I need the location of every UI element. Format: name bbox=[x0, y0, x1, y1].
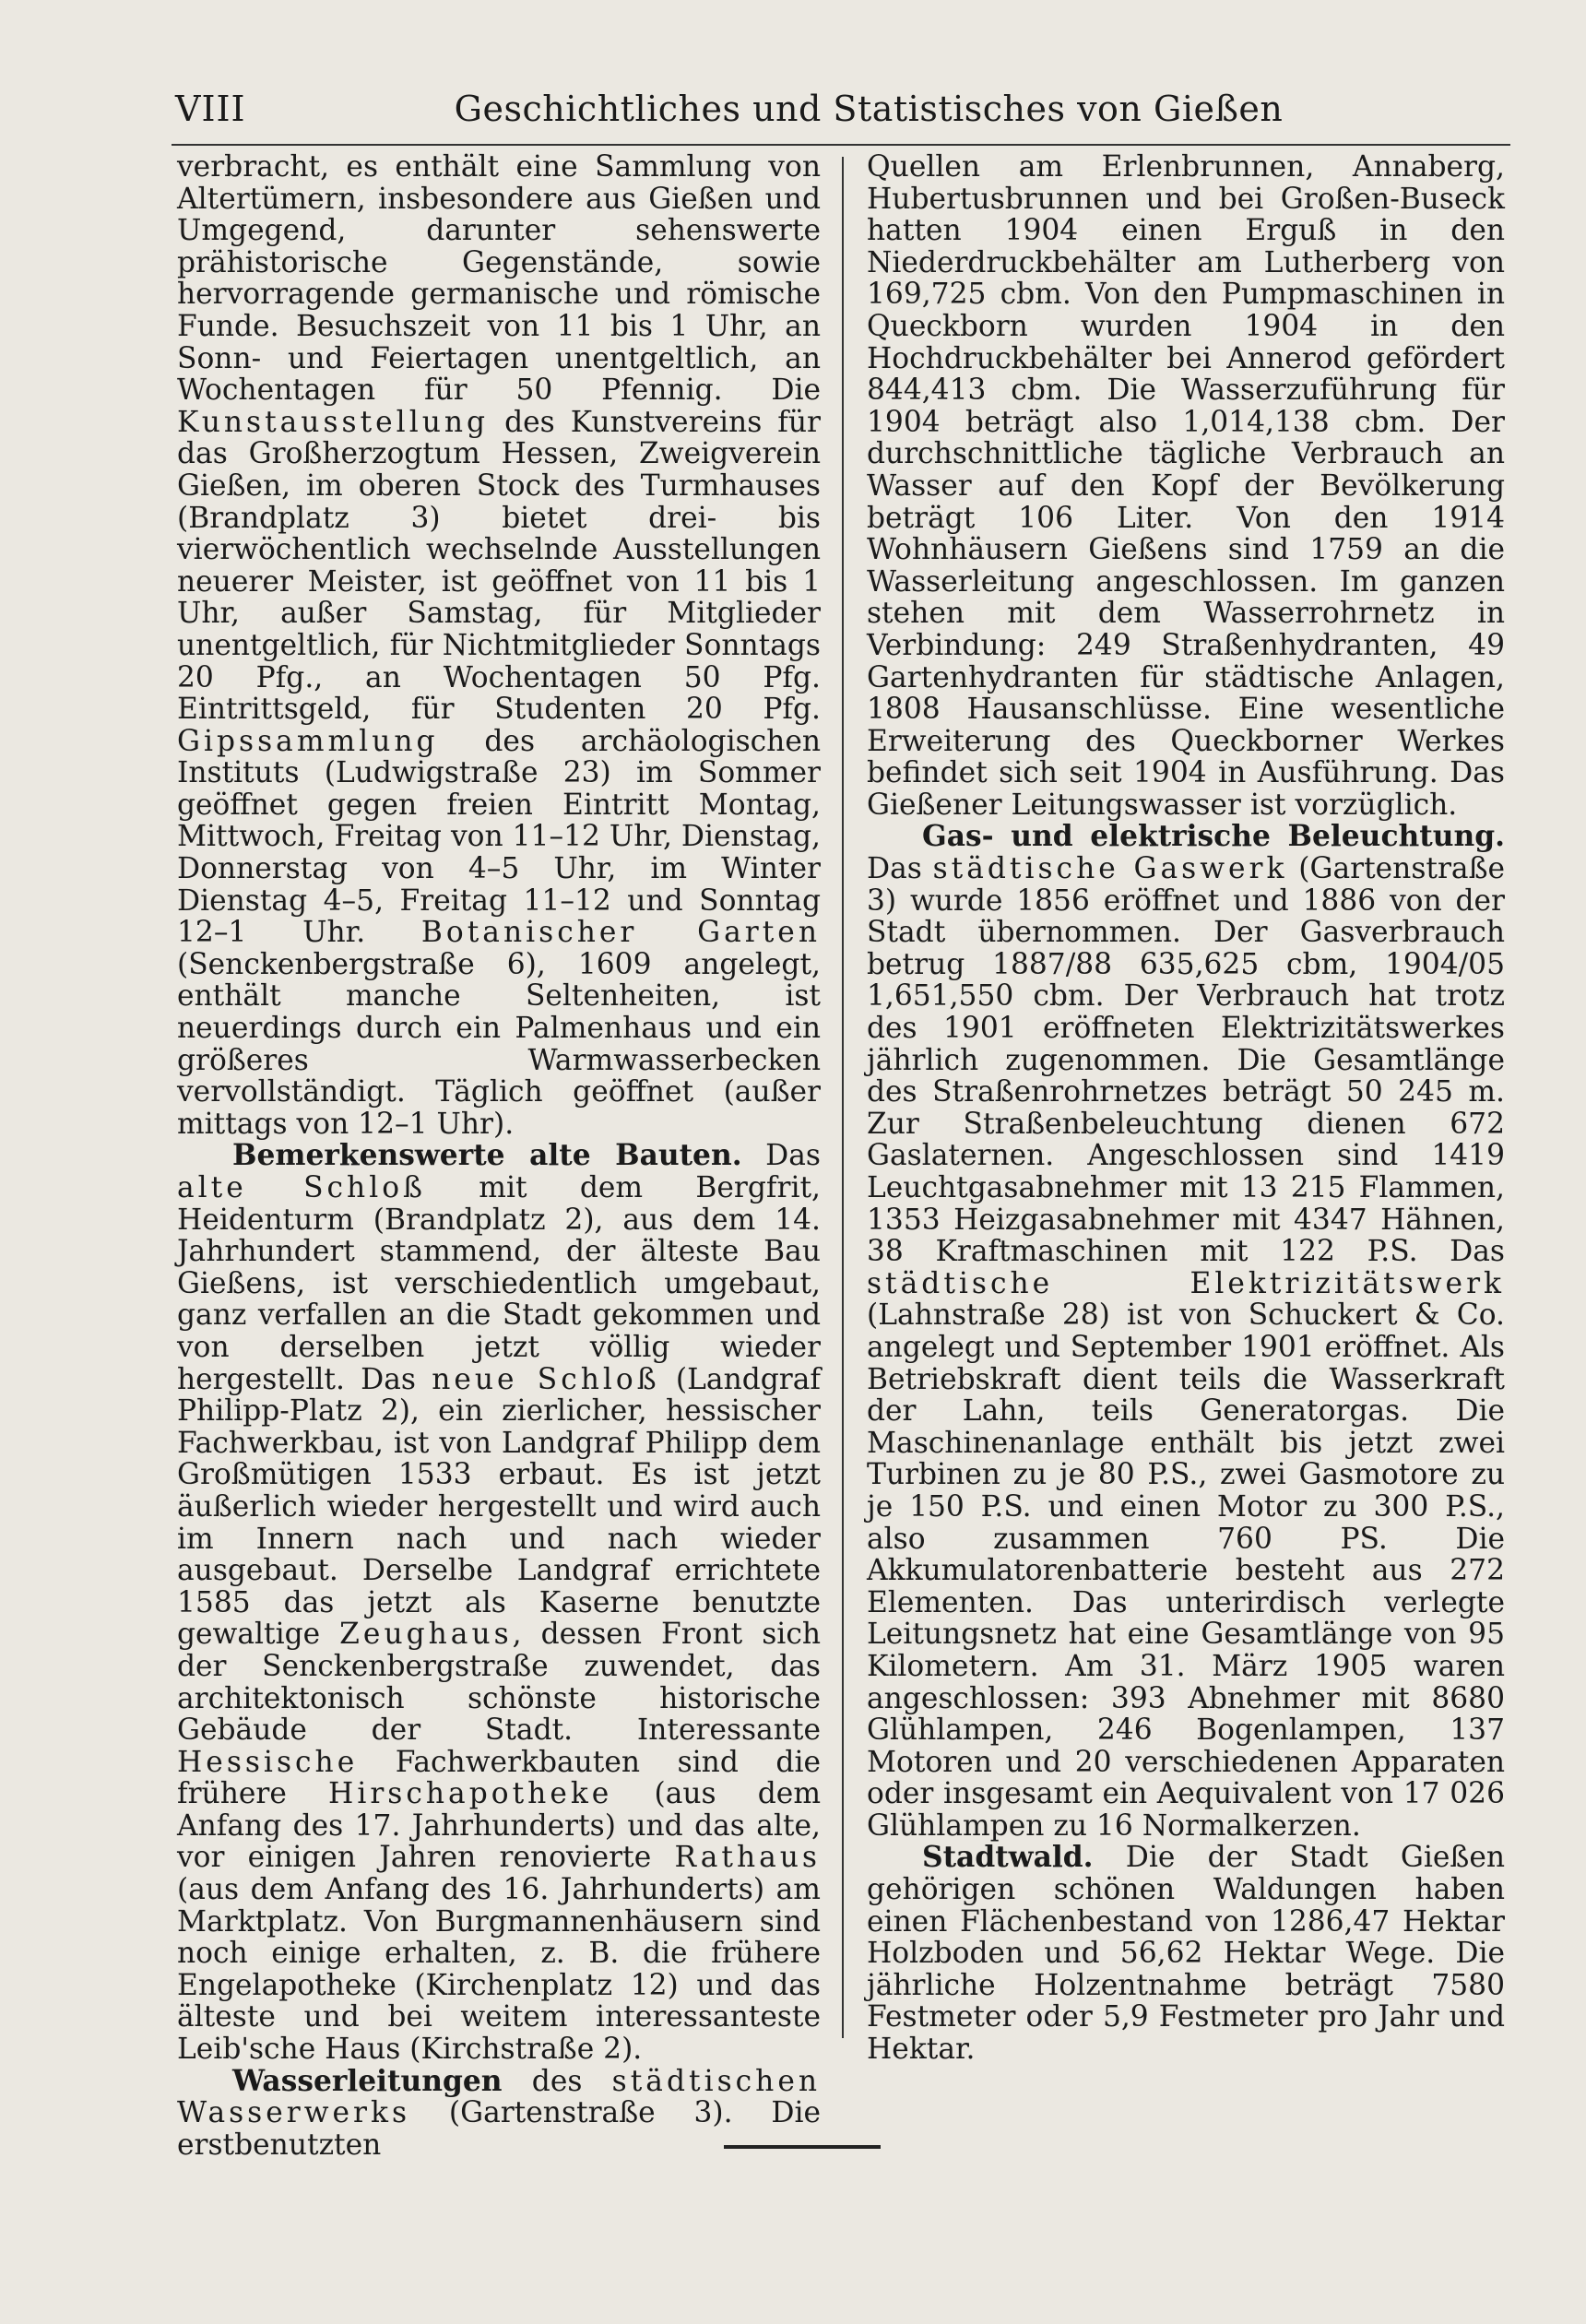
section-heading-stadtwald: Stadtwald. bbox=[922, 1841, 1094, 1875]
text-run: des archäologischen Instituts (Ludwigstraße 23) im Sommer geöffnet gegen freien Eintritt Montag, Mittwoch, Freitag von 11–12 Uhr, Dienstag, Donnerstag von 4–5 Uhr, im Winter Dienstag 4–5, Freitag 11–12 und Sonntag 12–1 Uhr. bbox=[177, 724, 821, 950]
text-run: Das bbox=[867, 852, 933, 886]
term-zeughaus: Zeughaus bbox=[339, 1618, 513, 1652]
left-column bbox=[177, 151, 821, 2161]
section-heading-beleuchtung: Gas- und elektrische Beleuchtung. bbox=[922, 820, 1505, 854]
text-run: (Landgraf Philipp-Platz 2), ein zierlicher, hessischer Fachwerkbau, ist von Landgraf Philipp dem Großmütigen 1533 erbaut. Es ist jetzt äußerlich wieder hergestellt und wird auch im Innern nach und nach wieder ausgebaut. Derselbe Landgraf errichtete 1585 das jetzt als Kaserne benutzte gewaltige bbox=[177, 1362, 822, 1652]
page-number: VIII bbox=[175, 89, 246, 129]
term-gipssammlung: Gipssammlung bbox=[177, 724, 439, 758]
text-run: des bbox=[502, 2064, 612, 2098]
term-botanischer-garten: Botanischer Garten bbox=[420, 916, 821, 950]
term-wasserwerk: städtischen Wasserwerks bbox=[177, 2064, 821, 2130]
term-neue-schloss: neue Schloß bbox=[432, 1362, 660, 1396]
page-header bbox=[172, 89, 1510, 144]
text-run: Die der Stadt Gießen gehörigen schönen Waldungen haben einen Flächenbestand von 1286,47 Hektar Holzboden und 56,62 Hektar Wege. Die jährliche Holzentnahme beträgt 7580 Festmeter oder 5,9 Festmeter pro Jahr und Hektar. bbox=[867, 1841, 1505, 2067]
text-run: verbracht, es enthält eine Sammlung von Altertümern, insbesondere aus Gießen und Umgegend, darunter sehenswerte prähistorische Gegenstände, sowie hervorragende germanische und römische Funde. Besuchszeit von 11 bis 1 Uhr, an Sonn- und Feiertagen unentgeltlich, an Wochentagen für 50 Pfennig. Die bbox=[177, 150, 821, 408]
term-gaswerk: städtische Gaswerk bbox=[932, 852, 1288, 886]
water-paragraph-continued bbox=[867, 151, 1505, 821]
text-run: (Senckenbergstraße 6), 1609 angelegt, enthält manche Seltenheiten, ist neuerdings durch ein Palmenhaus und ein größeres Warmwasserbecken vervollständigt. Täglich geöffnet (außer mittags von 12–1 Uhr). bbox=[177, 947, 821, 1141]
text-run: (aus dem Anfang des 17. Jahrhunderts) und das alte, vor einigen Jahren renovierte bbox=[177, 1777, 822, 1875]
header-rule bbox=[172, 144, 1510, 146]
text-run: , dessen Front sich der Senckenbergstraße zuwendet, das architektonisch schönste historische Gebäude der Stadt. Interessante bbox=[177, 1618, 822, 1748]
section-heading-bauten: Bemerkenswerte alte Bauten. bbox=[232, 1139, 742, 1173]
museum-paragraph bbox=[177, 151, 821, 1140]
term-hirschapotheke: Hirschapotheke bbox=[328, 1777, 613, 1811]
text-run: (Gartenstraße 3) wurde 1856 eröffnet und 1886 von der Stadt übernommen. Der Gasverbrauch betrug 1887/88 635,625 cbm, 1904/05 1,651,550 cbm. Der Verbrauch hat trotz des 1901 eröffneten Elektrizitätswerkes jährlich zugenommen. Die Gesamtlänge des Straßenrohrnetzes beträgt 50 245 m. Zur Straßenbeleuchtung dienen 672 Gaslaternen. Angeschlossen sind 1419 Leuchtgasabnehmer mit 13 215 Flammen, 1353 Heizgasabnehmer mit 4347 Hähnen, 38 Kraftmaschinen mit 122 P.S. Das bbox=[867, 852, 1506, 1269]
text-run: Das bbox=[741, 1139, 821, 1173]
term-elektrizitaetswerk: städtische Elektrizitätswerk bbox=[867, 1266, 1505, 1300]
lighting-paragraph bbox=[867, 821, 1505, 1842]
text-run: des Kunstvereins für das Großherzogtum Hessen, Zweigverein Gießen, im oberen Stock des Turmhauses (Brandplatz 3) bietet drei- bis vierwöchentlich wechselnde Ausstellungen neuerer Meister, ist geöffnet von 11 bis 1 Uhr, außer Samstag, für Mitglieder unentgeltlich, für Nichtmitglieder Sonntags 20 Pfg., an Wochentagen 50 Pfg. Eintrittsgeld, für Studenten 20 Pfg. bbox=[177, 405, 821, 727]
term-rathaus: Rathaus bbox=[674, 1841, 821, 1875]
text-run: Fachwerkbauten sind die frühere bbox=[177, 1745, 821, 1811]
text-run: (Gartenstraße 3). Die erstbenutzten bbox=[177, 2096, 821, 2162]
right-column bbox=[867, 151, 1505, 2066]
forest-paragraph bbox=[867, 1842, 1505, 2065]
buildings-paragraph bbox=[177, 1140, 821, 2065]
text-run: mit dem Bergfrit, Heidenturm (Brandplatz 2), aus dem 14. Jahrhundert stammend, der älteste Bau Gießens, ist verschiedentlich umgebaut, ganz verfallen an die Stadt gekommen und von derselben jetzt völlig wieder hergestellt. Das bbox=[177, 1171, 821, 1396]
term-alte-schloss: alte Schloß bbox=[177, 1171, 426, 1204]
text-run: (Lahnstraße 28) ist von Schuckert & Co. angelegt und September 1901 eröffnet. Als Betriebskraft dient teils die Wasserkraft der Lahn, teils Generatorgas. Die Maschinenanlage enthält bis jetzt zwei Turbinen zu je 80 P.S., zwei Gasmotore zu je 150 P.S. und einen Motor zu 300 P.S., also zusammen 760 PS. Die Akkumulatorenbatterie besteht aus 272 Elementen. Das unterirdisch verlegte Leitungsnetz hat eine Gesamtlänge von 95 Kilometern. Am 31. März 1905 waren angeschlossen: 393 Abnehmer mit 8680 Glühlampen, 246 Bogenlampen, 137 Motoren und 20 verschiedenen Apparaten oder insgesamt ein Aequivalent von 17 026 Glühlampen zu 16 Normalkerzen. bbox=[867, 1298, 1505, 1843]
text-run: Quellen am Erlenbrunnen, Annaberg, Hubertusbrunnen und bei Großen-Buseck hatten 1904 einen Erguß in den Niederdruckbehälter am Lutherberg von 169,725 cbm. Von den Pumpmaschinen in Queckborn wurden 1904 in den Hochdruckbehälter bei Annerod gefördert 844,413 cbm. Die Wasserzuführung für 1904 beträgt also 1,014,138 cbm. Der durchschnittliche tägliche Verbrauch an Wasser auf den Kopf der Bevölkerung beträgt 106 Liter. Von den 1914 Wohnhäusern Gießens sind 1759 an die Wasserleitung angeschlossen. Im ganzen stehen mit dem Wasserrohrnetz in Verbindung: 249 Straßenhydranten, 49 Gartenhydranten für städtische Anlagen, 1808 Hausanschlüsse. Eine wesentliche Erweiterung des Queckborner Werkes befindet sich seit 1904 in Ausführung. Das Gießener Leitungswasser ist vorzüglich. bbox=[867, 150, 1505, 822]
running-title: Geschichtliches und Statistisches von Gießen bbox=[454, 89, 1284, 129]
section-heading-wasserleitungen: Wasserleitungen bbox=[232, 2064, 503, 2098]
column-divider bbox=[842, 157, 844, 2038]
term-hessische: Hessische bbox=[177, 1745, 359, 1779]
text-run: (aus dem Anfang des 16. Jahrhunderts) am Marktplatz. Von Burgmannenhäusern sind noch einige erhalten, z. B. die frühere Engelapotheke (Kirchenplatz 12) und das älteste und bei weitem interessanteste Leib'sche Haus (Kirchstraße 2). bbox=[177, 1873, 821, 2067]
footer-rule bbox=[724, 2145, 881, 2149]
term-kunstausstellung: Kunstausstellung bbox=[177, 405, 490, 439]
